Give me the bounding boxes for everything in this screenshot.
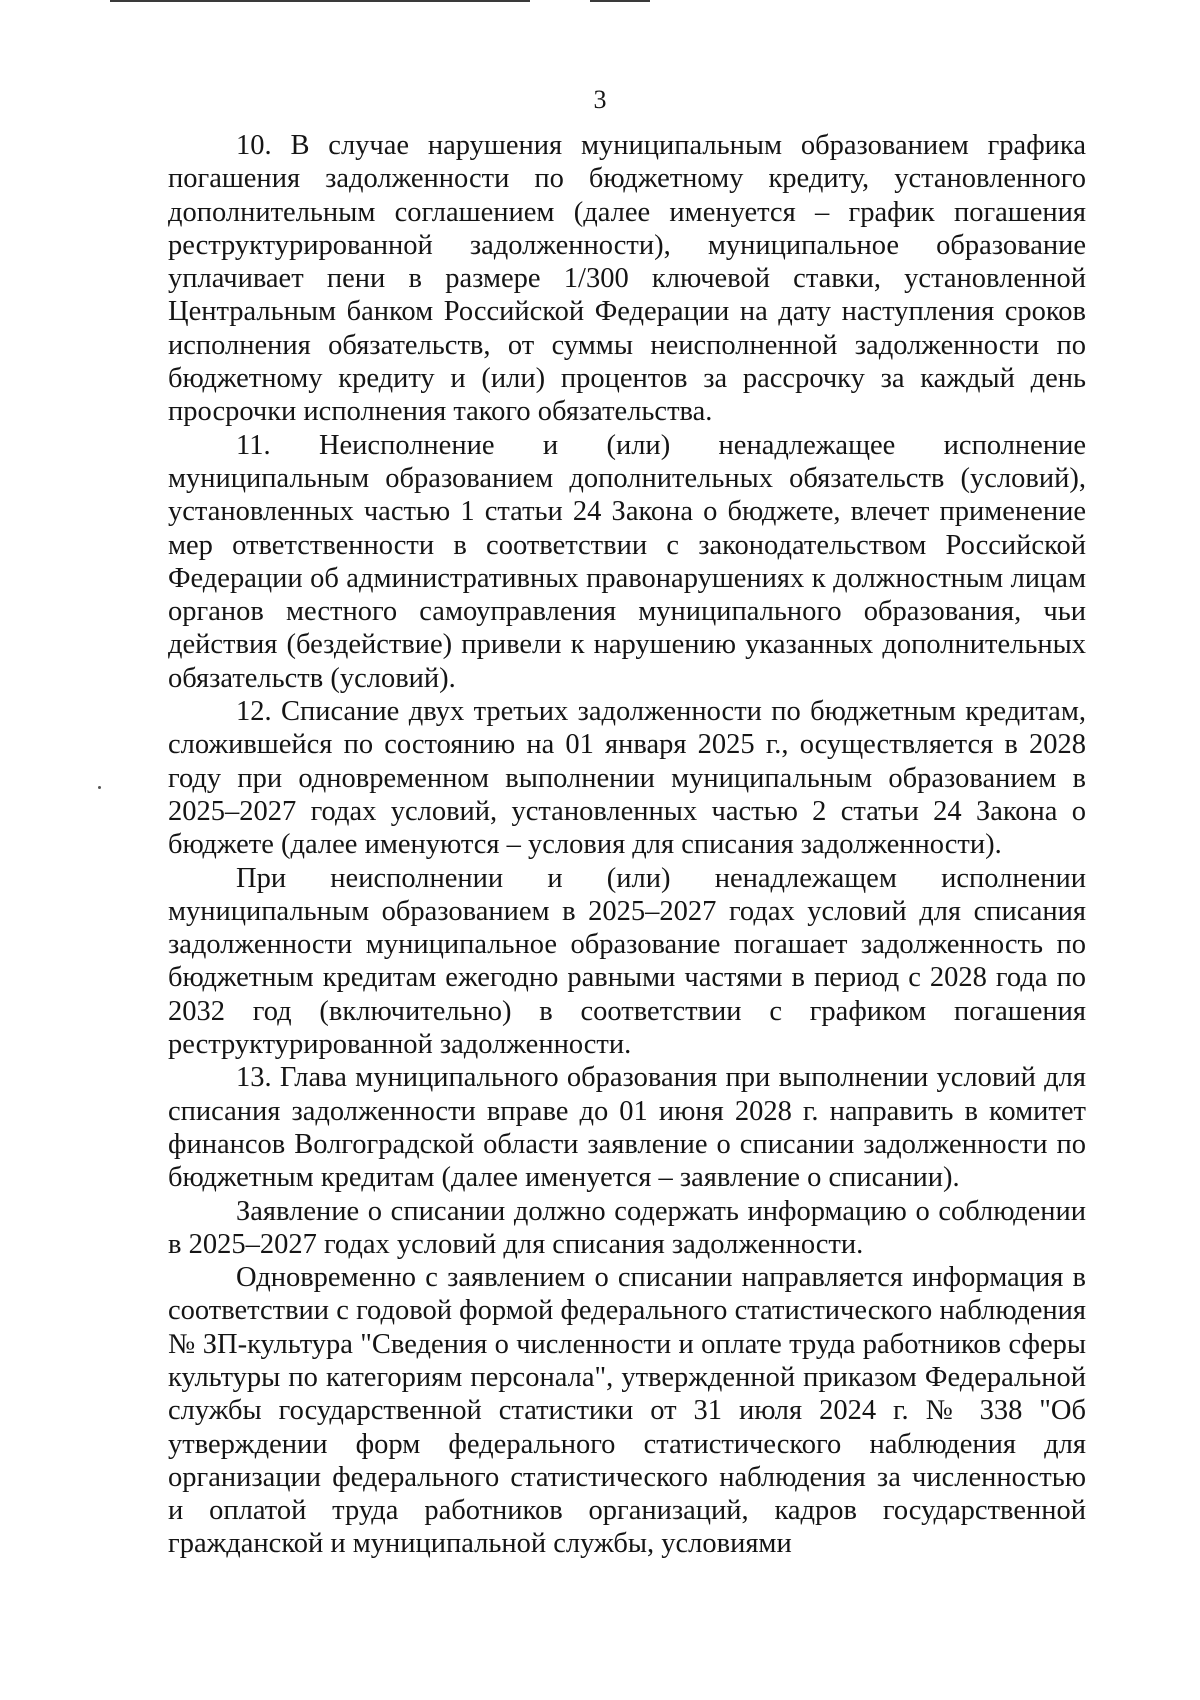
paragraph-13-statement: Заявление о списании должно содержать информацию о соблюдении в 2025–2027 годах условий для списания задолженности. (168, 1195, 1086, 1260)
paragraph-13-attachment: Одновременно с заявлением о списании направляется информация в соответствии с годовой формой федерального статистического наблюдения № ЗП-культура "Сведения о численности и оплате труда работников сферы культуры по категориям персонала", утвержденной приказом Федеральной службы государственной статистики от 31 июля 2024 г. № 338 "Об утверждении форм федерального статистического наблюдения для организации федерального статистического наблюдения за численностью и оплатой труда работников организаций, кадров государственной гражданской и муниципальной службы, условиями (168, 1262, 1086, 1560)
document-body (168, 129, 1086, 1561)
paragraph-13: 13. Глава муниципального образования при выполнении условий для списания задолженности вправе до 01 июня 2028 г. направить в комитет финансов Волгоградской области заявление о списании задолженности по бюджетным кредитам (далее именуется – заявление о списании). (168, 1062, 1086, 1194)
scan-speck (98, 786, 101, 789)
scan-edge-line (590, 0, 650, 2)
paragraph-12-continued: При неисполнении и (или) ненадлежащем исполнении муниципальным образованием в 2025–2027 годах условий для списания задолженности муниципальное образование погашает задолженность по бюджетным кредитам ежегодно равными частями в период с 2028 года по 2032 год (включительно) в соответствии с графиком погашения реструктурированной задолженности. (168, 862, 1086, 1061)
page-number: 3 (593, 85, 607, 114)
scan-edge-line (110, 0, 530, 2)
paragraph-11: 11. Неисполнение и (или) ненадлежащее исполнение муниципальным образованием дополнительных обязательств (условий), установленных частью 1 статьи 24 Закона о бюджете, влечет применение мер ответственности в соответствии с законодательством Российской Федерации об административных правонарушениях к должностным лицам органов местного самоуправления муниципального образования, чьи действия (бездействие) привели к нарушению указанных дополнительных обязательств (условий). (168, 429, 1086, 694)
paragraph-12: 12. Списание двух третьих задолженности по бюджетным кредитам, сложившейся по состоянию на 01 января 2025 г., осуществляется в 2028 году при одновременном выполнении муниципальным образованием в 2025–2027 годах условий, установленных частью 2 статьи 24 Закона о бюджете (далее именуются – условия для списания задолженности). (168, 696, 1086, 861)
paragraph-10: 10. В случае нарушения муниципальным образованием графика погашения задолженности по бюджетному кредиту, установленного дополнительным соглашением (далее именуется – график погашения реструктурированной задолженности), муниципальное образование уплачивает пени в размере 1/300 ключевой ставки, установленной Центральным банком Российской Федерации на дату наступления сроков исполнения обязательств, от суммы неисполненной задолженности по бюджетному кредиту и (или) процентов за рассрочку за каждый день просрочки исполнения такого обязательства. (168, 130, 1086, 428)
